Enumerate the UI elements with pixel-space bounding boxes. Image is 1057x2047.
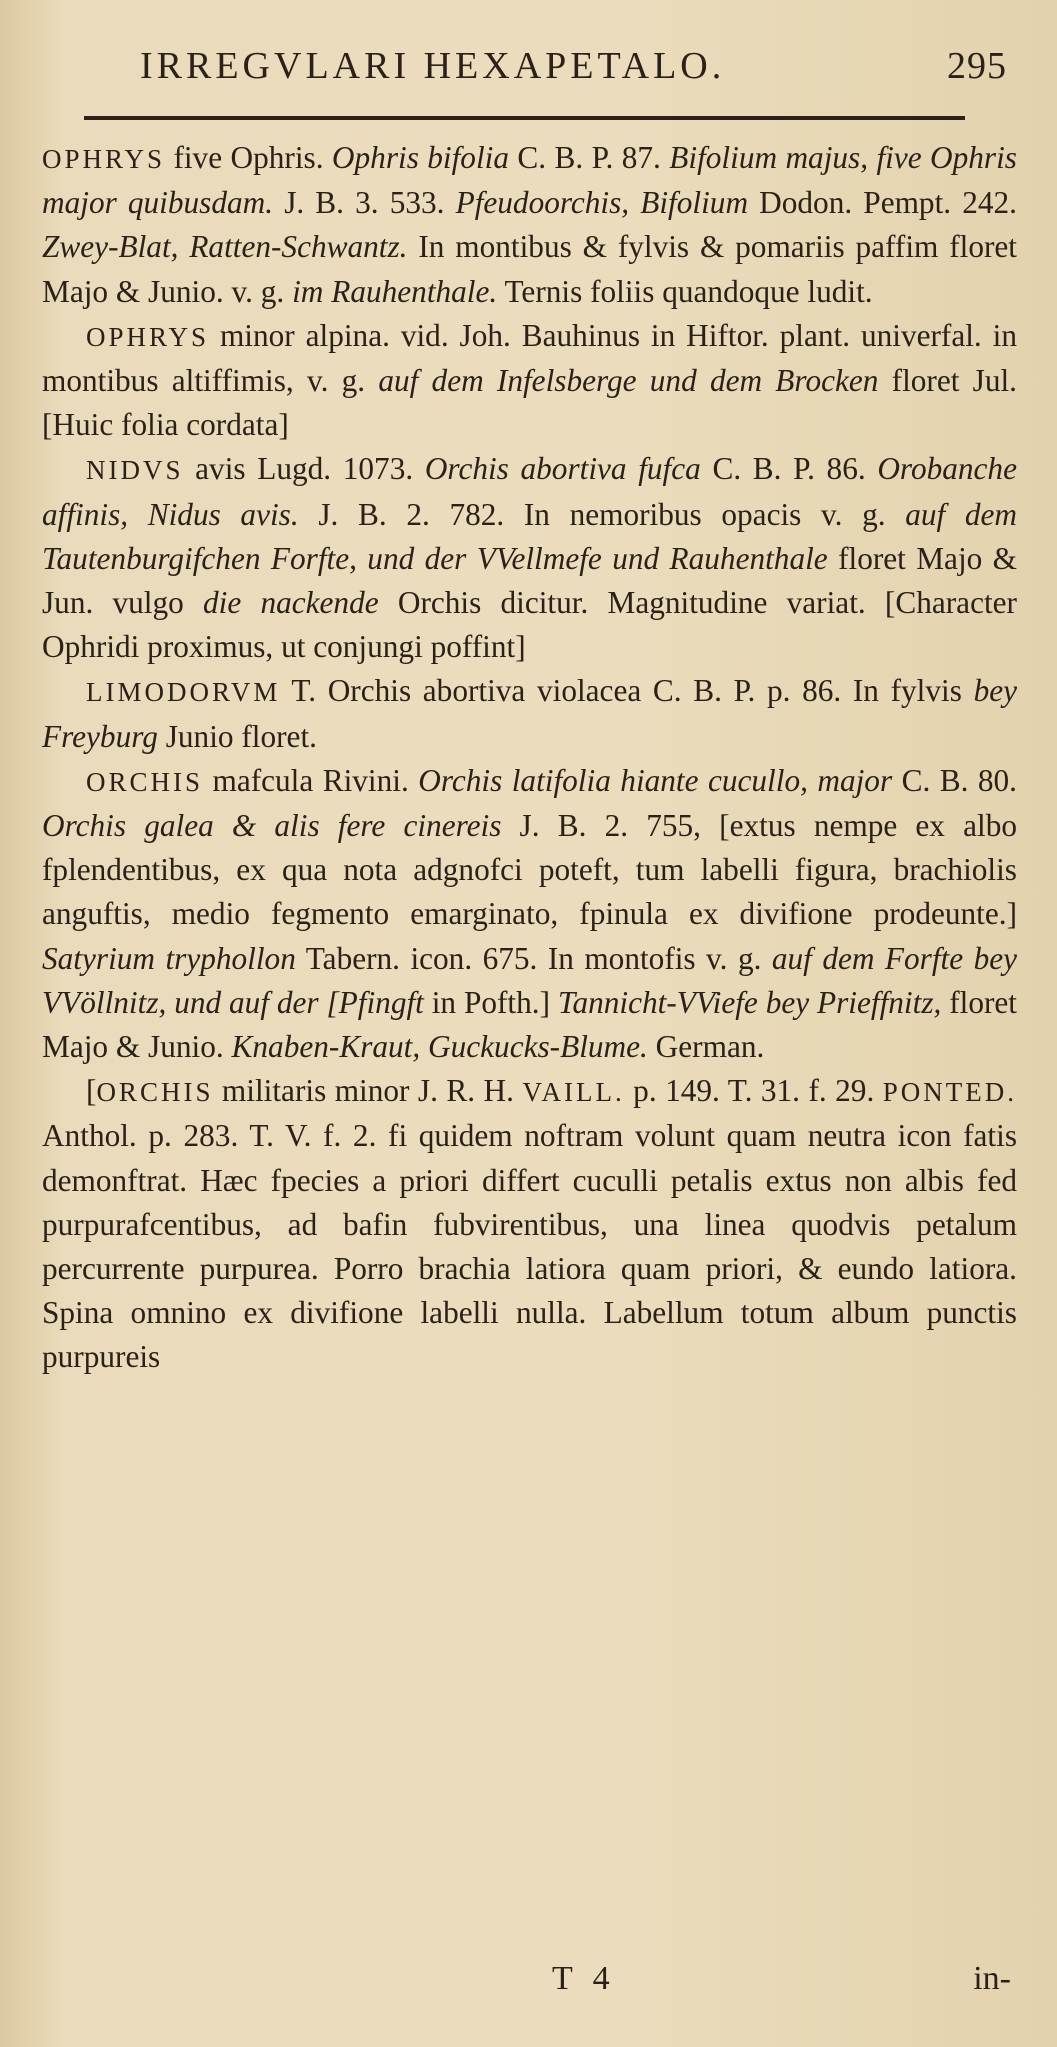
running-head-title: IRREGVLARI HEXAPETALO. bbox=[140, 45, 726, 87]
text-run: J. B. 2. 755, [extus nempe ex albo fplendentibus, ex qua nota adgnofci poteft, tum labelli figura, brachiolis anguftis, medio fegmento emarginato, fpinula ex divifione prodeunte.] bbox=[42, 808, 1017, 932]
signature-mark: T 4 bbox=[552, 1960, 616, 1997]
text-run: C. B. P. 86. bbox=[700, 451, 878, 487]
text-run: avis Lugd. 1073. bbox=[183, 451, 425, 487]
italic-text: Orobanche affinis, Nidus avis. bbox=[42, 451, 1017, 532]
text-run: Anthol. p. 283. T. V. f. 2. fi quidem noftram volunt quam neutra icon fatis demonftrat. Hæc fpecies a priori differt cuculli petalis extus non albis fed purpurafcentibus, ad bafin fubvirentibus, una linea quodvis petalum percurrente purpurea. Porro brachia latiora quam priori, & eundo latiora. Spina omnino ex divifione labelli nulla. Labellum totum album punctis purpureis bbox=[42, 1118, 1017, 1375]
small-caps-term: VAILL. bbox=[522, 1077, 625, 1108]
text-run: Tabern. icon. 675. In montofis v. g. bbox=[295, 940, 772, 976]
italic-text: Bifolium majus, five Ophris major quibusdam. bbox=[42, 140, 1017, 221]
text-run: floret Jul. [Huic folia cordata] bbox=[42, 363, 1017, 443]
small-caps-term: OPHRYS bbox=[42, 144, 166, 174]
paragraph bbox=[42, 447, 1017, 669]
italic-text: Satyrium tryphollon bbox=[42, 940, 296, 976]
italic-text: Orchis abortiva fufca bbox=[424, 451, 701, 487]
italic-text: Orchis latifolia hiante cucullo, major bbox=[418, 762, 893, 798]
text-run: C. B. 80. bbox=[892, 762, 1018, 798]
text-run: German. bbox=[647, 1029, 765, 1065]
text-run: T. Orchis abortiva violacea C. B. P. p. 86. In fylvis bbox=[280, 673, 974, 709]
page-footer bbox=[40, 1960, 1017, 1998]
body-text bbox=[42, 136, 1017, 1380]
paragraph bbox=[42, 1069, 1017, 1379]
small-caps-term: OPHRYS bbox=[86, 321, 210, 352]
catchword: in- bbox=[973, 1960, 1011, 1997]
italic-text: die nackende bbox=[203, 585, 379, 621]
text-run: J. B. 3. 533. bbox=[273, 185, 456, 221]
small-caps-term: ORCHIS bbox=[96, 1077, 214, 1108]
italic-text: Tannicht-VViefe bey Prieffnitz, bbox=[557, 984, 942, 1020]
page-number: 295 bbox=[947, 45, 1007, 87]
text-run: floret Majo & Jun. vulgo bbox=[42, 540, 1017, 621]
italic-text: im Rauhenthale. bbox=[292, 273, 498, 309]
small-caps-term: ORCHIS bbox=[86, 766, 204, 797]
paragraph bbox=[42, 669, 1017, 758]
small-caps-term: LIMODORVM bbox=[86, 677, 281, 708]
text-run: [ bbox=[86, 1073, 97, 1109]
text-run: mafcula Rivini. bbox=[203, 762, 419, 798]
italic-text: Knaben-Kraut, Guckucks-Blume. bbox=[231, 1029, 648, 1065]
text-run: Dodon. Pempt. 242. bbox=[748, 185, 1017, 221]
text-run: In montibus & fylvis & pomariis paffim floret Majo & Junio. v. g. bbox=[42, 229, 1017, 309]
text-run: militaris minor J. R. H. bbox=[213, 1073, 523, 1109]
paragraph bbox=[42, 759, 1017, 1069]
small-caps-term: PONTED. bbox=[882, 1077, 1017, 1108]
running-head bbox=[42, 44, 1017, 88]
small-caps-term: NIDVS bbox=[86, 455, 184, 486]
paragraph bbox=[42, 314, 1017, 448]
text-run: five Ophris. bbox=[165, 140, 332, 175]
italic-text: auf dem Forfte bey VVöllnitz, und auf der [Pfingft bbox=[42, 940, 1018, 1020]
text-run: J. B. 2. 782. In nemoribus opacis v. g. bbox=[298, 496, 906, 532]
italic-text: Zwey-Blat, Ratten-Schwantz. bbox=[42, 229, 408, 265]
text-run: Junio floret. bbox=[157, 718, 317, 754]
text-run: C. B. P. 87. bbox=[509, 140, 670, 175]
italic-text: Pfeudoorchis, Bifolium bbox=[455, 185, 749, 221]
header-rule bbox=[84, 116, 965, 120]
italic-text: Orchis galea & alis fere cinereis bbox=[42, 808, 502, 844]
italic-text: Ophris bifolia bbox=[331, 140, 509, 175]
text-run: floret Majo & Junio. bbox=[42, 984, 1017, 1065]
italic-text: auf dem Infelsberge und dem Brocken bbox=[378, 363, 879, 399]
text-run: in Pofth.] bbox=[423, 984, 558, 1020]
paragraph bbox=[42, 136, 1017, 314]
text-run: Ternis foliis quandoque ludit. bbox=[497, 273, 873, 309]
italic-text: bey Freyburg bbox=[42, 673, 1017, 754]
italic-text: auf dem Tautenburgifchen Forfte, und der VVellmefe und Rauhenthale bbox=[42, 496, 1017, 576]
text-run: p. 149. T. 31. f. 29. bbox=[624, 1073, 883, 1109]
text-run: minor alpina. vid. Joh. Bauhinus in Hiftor. plant. univerfal. in montibus altiffimis, v. g. bbox=[42, 317, 1017, 399]
text-run: Orchis dicitur. Magnitudine variat. [Character Ophridi proximus, ut conjungi poffint] bbox=[42, 585, 1017, 665]
